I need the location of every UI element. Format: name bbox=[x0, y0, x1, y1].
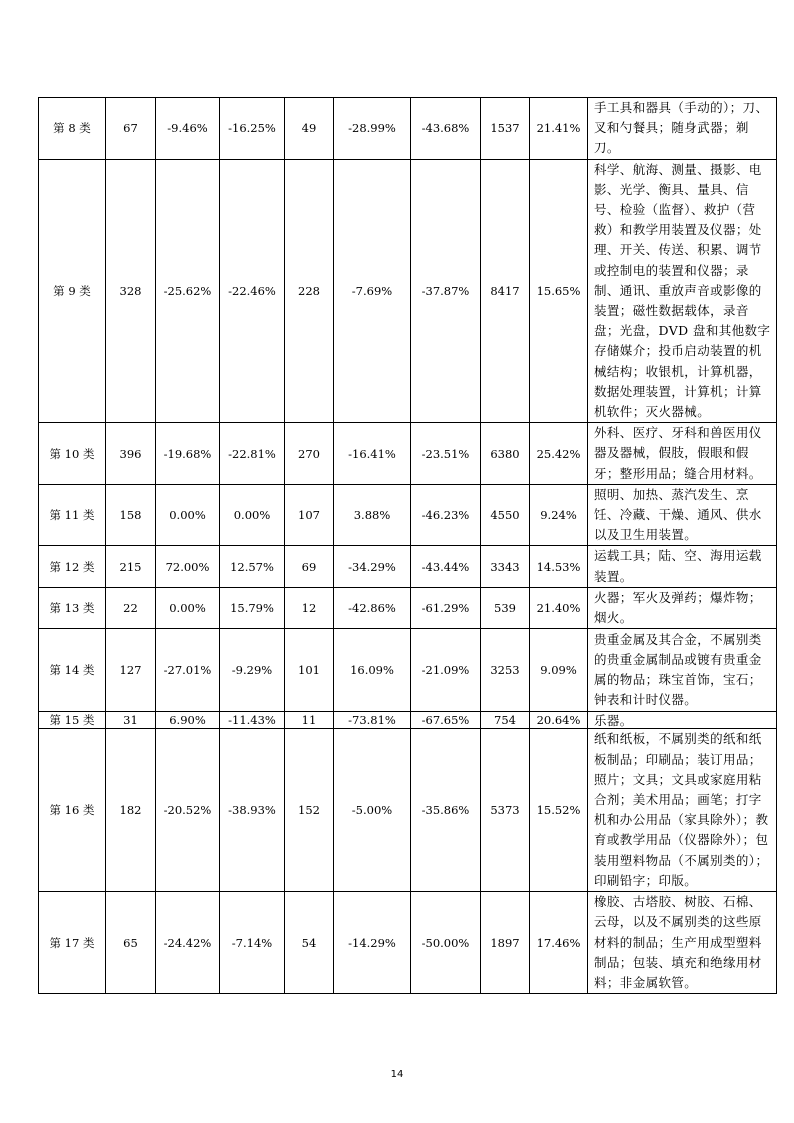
value-cell: -43.68% bbox=[411, 98, 481, 160]
value-cell: 8417 bbox=[481, 159, 530, 423]
value-cell: 1897 bbox=[481, 892, 530, 994]
value-cell: 31 bbox=[106, 712, 156, 729]
class-cell: 第 9 类 bbox=[39, 159, 106, 423]
value-cell: -22.81% bbox=[220, 423, 285, 485]
description-cell: 外科、医疗、牙科和兽医用仪器及器械，假肢，假眼和假牙；整形用品；缝合用材料。 bbox=[588, 423, 777, 485]
value-cell: 107 bbox=[285, 484, 334, 546]
value-cell: -46.23% bbox=[411, 484, 481, 546]
value-cell: 101 bbox=[285, 629, 334, 712]
table-row bbox=[39, 892, 777, 994]
description-cell: 运载工具；陆、空、海用运载装置。 bbox=[588, 546, 777, 587]
value-cell: 11 bbox=[285, 712, 334, 729]
value-cell: 15.52% bbox=[530, 729, 588, 892]
class-cell: 第 8 类 bbox=[39, 98, 106, 160]
class-cell: 第 10 类 bbox=[39, 423, 106, 485]
value-cell: 754 bbox=[481, 712, 530, 729]
value-cell: -34.29% bbox=[334, 546, 411, 587]
value-cell: 152 bbox=[285, 729, 334, 892]
value-cell: 158 bbox=[106, 484, 156, 546]
table-row bbox=[39, 629, 777, 712]
value-cell: -28.99% bbox=[334, 98, 411, 160]
value-cell: -21.09% bbox=[411, 629, 481, 712]
value-cell: -61.29% bbox=[411, 587, 481, 628]
value-cell: -25.62% bbox=[156, 159, 220, 423]
value-cell: 396 bbox=[106, 423, 156, 485]
value-cell: -24.42% bbox=[156, 892, 220, 994]
value-cell: 20.64% bbox=[530, 712, 588, 729]
value-cell: 328 bbox=[106, 159, 156, 423]
value-cell: -7.69% bbox=[334, 159, 411, 423]
trademark-class-table bbox=[38, 97, 777, 994]
value-cell: 15.79% bbox=[220, 587, 285, 628]
value-cell: 69 bbox=[285, 546, 334, 587]
value-cell: 182 bbox=[106, 729, 156, 892]
value-cell: -9.29% bbox=[220, 629, 285, 712]
value-cell: 9.24% bbox=[530, 484, 588, 546]
value-cell: -11.43% bbox=[220, 712, 285, 729]
value-cell: 228 bbox=[285, 159, 334, 423]
value-cell: 3.88% bbox=[334, 484, 411, 546]
value-cell: 0.00% bbox=[220, 484, 285, 546]
description-cell: 火器；军火及弹药；爆炸物；烟火。 bbox=[588, 587, 777, 628]
table-row bbox=[39, 423, 777, 485]
value-cell: 14.53% bbox=[530, 546, 588, 587]
value-cell: 3253 bbox=[481, 629, 530, 712]
value-cell: 65 bbox=[106, 892, 156, 994]
value-cell: 6.90% bbox=[156, 712, 220, 729]
value-cell: 17.46% bbox=[530, 892, 588, 994]
value-cell: -7.14% bbox=[220, 892, 285, 994]
value-cell: -37.87% bbox=[411, 159, 481, 423]
value-cell: -16.25% bbox=[220, 98, 285, 160]
class-cell: 第 17 类 bbox=[39, 892, 106, 994]
table-body bbox=[39, 98, 777, 994]
value-cell: 25.42% bbox=[530, 423, 588, 485]
value-cell: 21.41% bbox=[530, 98, 588, 160]
table-row bbox=[39, 712, 777, 729]
table-row bbox=[39, 546, 777, 587]
value-cell: 16.09% bbox=[334, 629, 411, 712]
value-cell: 4550 bbox=[481, 484, 530, 546]
value-cell: 21.40% bbox=[530, 587, 588, 628]
value-cell: -73.81% bbox=[334, 712, 411, 729]
value-cell: -14.29% bbox=[334, 892, 411, 994]
value-cell: -20.52% bbox=[156, 729, 220, 892]
class-cell: 第 16 类 bbox=[39, 729, 106, 892]
value-cell: 12.57% bbox=[220, 546, 285, 587]
value-cell: -38.93% bbox=[220, 729, 285, 892]
table-row bbox=[39, 159, 777, 423]
value-cell: -42.86% bbox=[334, 587, 411, 628]
value-cell: 72.00% bbox=[156, 546, 220, 587]
value-cell: -43.44% bbox=[411, 546, 481, 587]
value-cell: 49 bbox=[285, 98, 334, 160]
description-cell: 橡胶、古塔胶、树胶、石棉、云母，以及不属别类的这些原材料的制品；生产用成型塑料制品；包装、填充和绝缘用材料；非金属软管。 bbox=[588, 892, 777, 994]
value-cell: 270 bbox=[285, 423, 334, 485]
value-cell: -67.65% bbox=[411, 712, 481, 729]
value-cell: 0.00% bbox=[156, 587, 220, 628]
value-cell: -35.86% bbox=[411, 729, 481, 892]
value-cell: 127 bbox=[106, 629, 156, 712]
value-cell: 1537 bbox=[481, 98, 530, 160]
value-cell: -23.51% bbox=[411, 423, 481, 485]
page-number: 14 bbox=[390, 1069, 404, 1080]
value-cell: 67 bbox=[106, 98, 156, 160]
description-cell: 纸和纸板，不属别类的纸和纸板制品；印刷品；装订用品；照片；文具；文具或家庭用粘合剂；美术用品；画笔；打字机和办公用品（家具除外）；教育或教学用品（仪器除外）；包装用塑料物品（不属别类的）；印刷铅字；印版。 bbox=[588, 729, 777, 892]
value-cell: 15.65% bbox=[530, 159, 588, 423]
value-cell: -22.46% bbox=[220, 159, 285, 423]
value-cell: 6380 bbox=[481, 423, 530, 485]
value-cell: -50.00% bbox=[411, 892, 481, 994]
value-cell: 0.00% bbox=[156, 484, 220, 546]
description-cell: 照明、加热、蒸汽发生、烹饪、冷藏、干燥、通风、供水以及卫生用装置。 bbox=[588, 484, 777, 546]
value-cell: -19.68% bbox=[156, 423, 220, 485]
value-cell: 215 bbox=[106, 546, 156, 587]
value-cell: 5373 bbox=[481, 729, 530, 892]
table-row bbox=[39, 484, 777, 546]
class-cell: 第 12 类 bbox=[39, 546, 106, 587]
value-cell: -9.46% bbox=[156, 98, 220, 160]
value-cell: 539 bbox=[481, 587, 530, 628]
description-cell: 贵重金属及其合金，不属别类的贵重金属制品或镀有贵重金属的物品；珠宝首饰，宝石；钟表和计时仪器。 bbox=[588, 629, 777, 712]
description-cell: 手工具和器具（手动的）；刀、叉和勺餐具；随身武器；剃刀。 bbox=[588, 98, 777, 160]
value-cell: 3343 bbox=[481, 546, 530, 587]
class-cell: 第 14 类 bbox=[39, 629, 106, 712]
class-cell: 第 15 类 bbox=[39, 712, 106, 729]
value-cell: 22 bbox=[106, 587, 156, 628]
description-cell: 科学、航海、测量、摄影、电影、光学、衡具、量具、信号、检验（监督）、救护（营救）和教学用装置及仪器；处理、开关、传送、积累、调节或控制电的装置和仪器；录制、通讯、重放声音或影像的装置；磁性数据载体，录音盘；光盘，DVD 盘和其他数字存储媒介；投币启动装置的机械结构；收银机，计算机器，数据处理装置，计算机；计算机软件；灭火器械。 bbox=[588, 159, 777, 423]
class-cell: 第 13 类 bbox=[39, 587, 106, 628]
value-cell: 9.09% bbox=[530, 629, 588, 712]
description-cell: 乐器。 bbox=[588, 712, 777, 729]
value-cell: 12 bbox=[285, 587, 334, 628]
value-cell: -16.41% bbox=[334, 423, 411, 485]
value-cell: -27.01% bbox=[156, 629, 220, 712]
value-cell: -5.00% bbox=[334, 729, 411, 892]
value-cell: 54 bbox=[285, 892, 334, 994]
table-row bbox=[39, 729, 777, 892]
table-row bbox=[39, 587, 777, 628]
class-cell: 第 11 类 bbox=[39, 484, 106, 546]
table-row bbox=[39, 98, 777, 160]
